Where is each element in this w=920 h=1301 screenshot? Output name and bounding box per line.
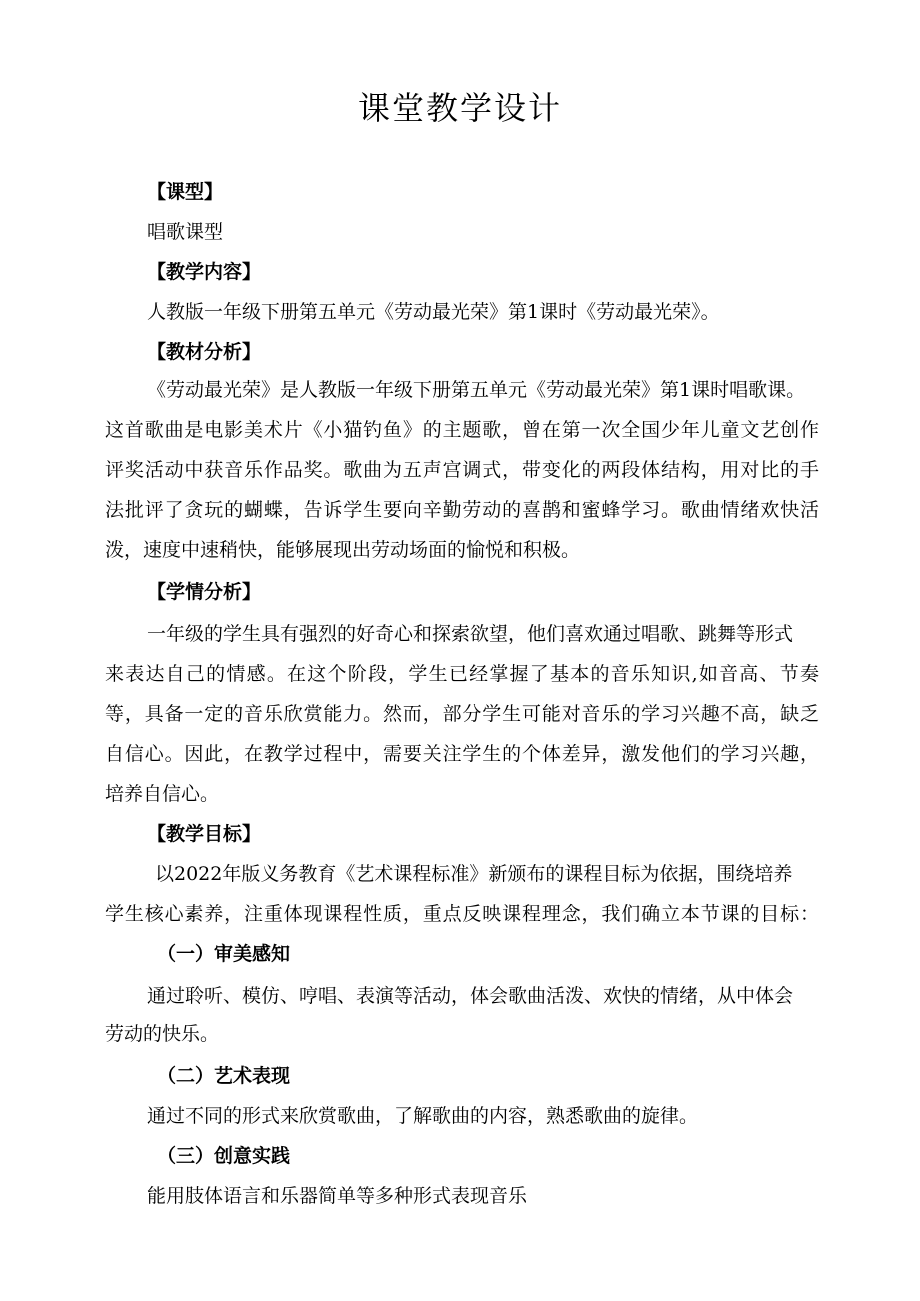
goals-paragraph-line: 以2022年版义务教育《艺术课程标准》新颁布的课程目标为依据，围绕培养: [155, 863, 793, 885]
heading-lesson-type: 【课型】: [147, 181, 224, 203]
heading-student-analysis: 【学情分析】: [147, 581, 262, 603]
goals-paragraph-line: 学生核心素养，注重体现课程性质，重点反映课程理念，我们确立本节课的目标：: [105, 903, 819, 925]
lesson-type-text: 唱歌课型: [147, 221, 224, 243]
material-paragraph-line: 这首歌曲是电影美术片《小猫钓鱼》的主题歌，曾在第一次全国少年儿童文艺创作: [105, 419, 819, 441]
artistic-expression-text: 通过不同的形式来欣赏歌曲，了解歌曲的内容，熟悉歌曲的旋律。: [147, 1105, 699, 1127]
student-paragraph-line: 培养自信心。: [105, 783, 220, 805]
student-paragraph-line: 来表达自己的情感。在这个阶段，学生已经掌握了基本的音乐知识,如音高、节奏: [105, 663, 819, 685]
student-paragraph-line: 等，具备一定的音乐欣赏能力。然而，部分学生可能对音乐的学习兴趣不高，缺乏: [105, 703, 819, 725]
material-paragraph-line: 法批评了贪玩的蝴蝶，告诉学生要向辛勤劳动的喜鹊和蜜蜂学习。歌曲情绪欢快活: [105, 499, 819, 521]
material-paragraph-line: 评奖活动中获音乐作品奖。歌曲为五声宫调式，带变化的两段体结构，用对比的手: [105, 459, 819, 481]
student-paragraph-line: 一年级的学生具有强烈的好奇心和探索欲望，他们喜欢通过唱歌、跳舞等形式: [147, 623, 794, 645]
material-paragraph-line: 泼，速度中速稍快，能够展现出劳动场面的愉悦和积极。: [105, 539, 581, 561]
material-paragraph-line: 《劳动最光荣》是人教版一年级下册第五单元《劳动最光荣》第1课时唱歌课。: [147, 379, 806, 401]
aesthetic-paragraph-line: 通过聆听、模仿、哼唱、表演等活动，体会歌曲活泼、欢快的情绪，从中体会: [147, 985, 794, 1007]
creative-practice-text: 能用肢体语言和乐器简单等多种形式表现音乐: [147, 1185, 528, 1207]
heading-artistic-expression: （二）艺术表现: [157, 1065, 291, 1087]
aesthetic-paragraph-line: 劳动的快乐。: [105, 1023, 220, 1045]
heading-aesthetic-perception: （一）审美感知: [157, 943, 291, 965]
heading-teaching-goals: 【教学目标】: [147, 823, 262, 845]
teaching-content-text: 人教版一年级下册第五单元《劳动最光荣》第1课时《劳动最光荣》。: [147, 301, 720, 323]
heading-material-analysis: 【教材分析】: [147, 341, 262, 363]
heading-creative-practice: （三）创意实践: [157, 1145, 291, 1167]
heading-teaching-content: 【教学内容】: [147, 261, 262, 283]
page-title: 课堂教学设计: [357, 89, 562, 127]
student-paragraph-line: 自信心。因此，在教学过程中，需要关注学生的个体差异，激发他们的学习兴趣，: [105, 743, 819, 765]
